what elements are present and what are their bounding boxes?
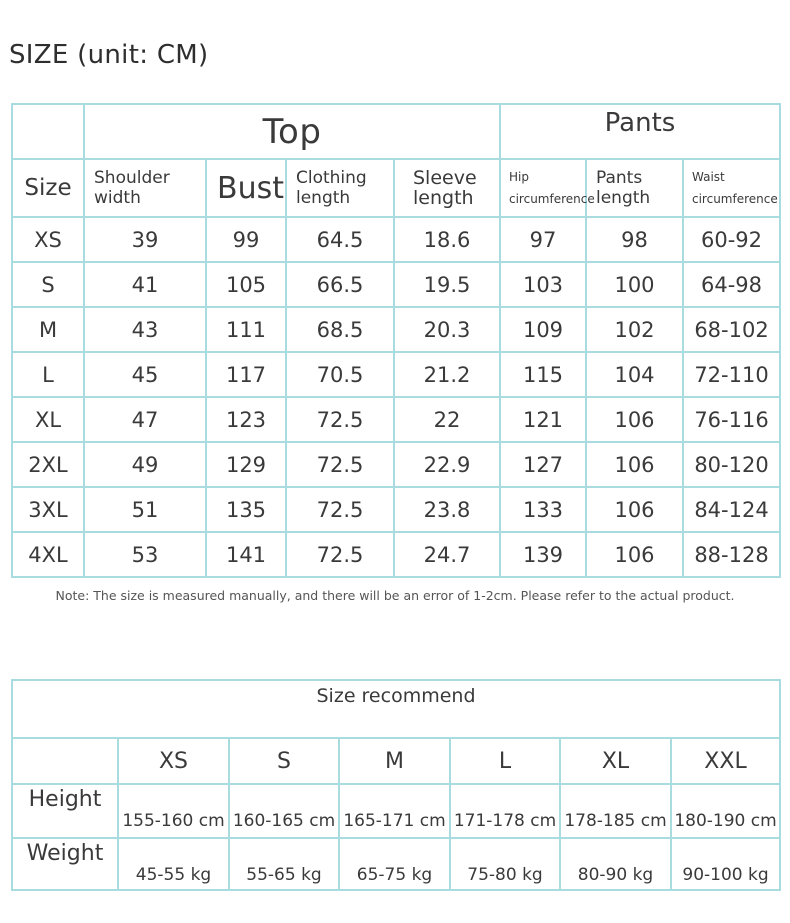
recommend-weight-row bbox=[12, 838, 780, 890]
cell-size: XL bbox=[12, 397, 84, 442]
cell-sleeve-length: 22.9 bbox=[394, 442, 500, 487]
cell-shoulder-width: 39 bbox=[84, 217, 206, 262]
cell-size: L bbox=[12, 352, 84, 397]
cell-waist-circumference: 64-98 bbox=[683, 262, 780, 307]
size-recommend-table bbox=[11, 679, 781, 891]
cell-bust: 135 bbox=[206, 487, 286, 532]
cell-waist-circumference: 72-110 bbox=[683, 352, 780, 397]
cell-sleeve-length: 20.3 bbox=[394, 307, 500, 352]
cell-bust: 105 bbox=[206, 262, 286, 307]
cell-clothing-length: 64.5 bbox=[286, 217, 394, 262]
cell-pants-length: 106 bbox=[586, 487, 683, 532]
cell-size: 4XL bbox=[12, 532, 84, 577]
cell-pants-length: 106 bbox=[586, 442, 683, 487]
cell-bust: 141 bbox=[206, 532, 286, 577]
cell-clothing-length: 72.5 bbox=[286, 442, 394, 487]
header-line: Shoulder bbox=[94, 168, 170, 188]
cell-sleeve-length: 23.8 bbox=[394, 487, 500, 532]
table-row bbox=[12, 442, 780, 487]
col-header-size: Size bbox=[12, 159, 84, 217]
recommend-size-header: M bbox=[339, 738, 450, 784]
header-line: circumference bbox=[509, 192, 595, 206]
cell-sleeve-length: 21.2 bbox=[394, 352, 500, 397]
cell-pants-length: 98 bbox=[586, 217, 683, 262]
header-line: Clothing bbox=[296, 168, 367, 188]
cell-waist-circumference: 80-120 bbox=[683, 442, 780, 487]
height-range-cell: 171-178 cm bbox=[450, 784, 560, 838]
cell-size: 2XL bbox=[12, 442, 84, 487]
cell-waist-circumference: 68-102 bbox=[683, 307, 780, 352]
table-row bbox=[12, 487, 780, 532]
col-header-waist-circumference bbox=[683, 159, 780, 217]
col-header-sleeve-length bbox=[394, 159, 500, 217]
page-title: SIZE (unit: CM) bbox=[9, 40, 209, 70]
cell-pants-length: 102 bbox=[586, 307, 683, 352]
height-range-cell: 165-171 cm bbox=[339, 784, 450, 838]
height-range-cell: 160-165 cm bbox=[229, 784, 339, 838]
cell-shoulder-width: 41 bbox=[84, 262, 206, 307]
cell-shoulder-width: 49 bbox=[84, 442, 206, 487]
height-label: Height bbox=[12, 784, 118, 838]
header-line: Sleeve bbox=[413, 167, 477, 189]
recommend-size-header-row bbox=[12, 738, 780, 784]
weight-range-cell: 80-90 kg bbox=[560, 838, 671, 890]
header-line: Pants bbox=[596, 168, 643, 188]
cell-pants-length: 106 bbox=[586, 397, 683, 442]
size-chart-body bbox=[12, 217, 780, 577]
recommend-title: Size recommend bbox=[12, 680, 780, 738]
cell-clothing-length: 70.5 bbox=[286, 352, 394, 397]
cell-clothing-length: 68.5 bbox=[286, 307, 394, 352]
cell-clothing-length: 72.5 bbox=[286, 397, 394, 442]
cell-pants-length: 106 bbox=[586, 532, 683, 577]
cell-shoulder-width: 45 bbox=[84, 352, 206, 397]
cell-size: S bbox=[12, 262, 84, 307]
header-line: circumference bbox=[692, 192, 778, 206]
cell-shoulder-width: 47 bbox=[84, 397, 206, 442]
cell-hip-circumference: 103 bbox=[500, 262, 586, 307]
cell-waist-circumference: 88-128 bbox=[683, 532, 780, 577]
recommend-height-row bbox=[12, 784, 780, 838]
cell-waist-circumference: 60-92 bbox=[683, 217, 780, 262]
cell-hip-circumference: 133 bbox=[500, 487, 586, 532]
weight-range-cell: 55-65 kg bbox=[229, 838, 339, 890]
cell-shoulder-width: 53 bbox=[84, 532, 206, 577]
corner-cell bbox=[12, 104, 84, 159]
cell-size: XS bbox=[12, 217, 84, 262]
cell-hip-circumference: 115 bbox=[500, 352, 586, 397]
group-header-top: Top bbox=[84, 104, 500, 159]
col-header-bust: Bust bbox=[206, 159, 286, 217]
cell-shoulder-width: 51 bbox=[84, 487, 206, 532]
header-line: length bbox=[413, 187, 474, 209]
cell-clothing-length: 72.5 bbox=[286, 487, 394, 532]
col-header-shoulder-width bbox=[84, 159, 206, 217]
cell-bust: 123 bbox=[206, 397, 286, 442]
col-header-clothing-length bbox=[286, 159, 394, 217]
measurement-note: Note: The size is measured manually, and there will be an error of 1-2cm. Please refer to the actual product. bbox=[55, 588, 735, 603]
cell-hip-circumference: 109 bbox=[500, 307, 586, 352]
weight-range-cell: 65-75 kg bbox=[339, 838, 450, 890]
recommend-corner-cell bbox=[12, 738, 118, 784]
table-row bbox=[12, 307, 780, 352]
cell-bust: 99 bbox=[206, 217, 286, 262]
cell-pants-length: 104 bbox=[586, 352, 683, 397]
cell-bust: 129 bbox=[206, 442, 286, 487]
cell-hip-circumference: 97 bbox=[500, 217, 586, 262]
cell-size: M bbox=[12, 307, 84, 352]
weight-range-cell: 90-100 kg bbox=[671, 838, 780, 890]
cell-waist-circumference: 76-116 bbox=[683, 397, 780, 442]
cell-hip-circumference: 121 bbox=[500, 397, 586, 442]
header-line: width bbox=[94, 188, 141, 208]
cell-hip-circumference: 139 bbox=[500, 532, 586, 577]
size-chart-table bbox=[11, 103, 781, 578]
header-line: length bbox=[596, 188, 651, 208]
cell-bust: 111 bbox=[206, 307, 286, 352]
cell-sleeve-length: 18.6 bbox=[394, 217, 500, 262]
height-range-cell: 155-160 cm bbox=[118, 784, 229, 838]
recommend-size-header: XS bbox=[118, 738, 229, 784]
recommend-size-header: L bbox=[450, 738, 560, 784]
header-line: Waist bbox=[692, 170, 725, 184]
cell-sleeve-length: 22 bbox=[394, 397, 500, 442]
cell-clothing-length: 66.5 bbox=[286, 262, 394, 307]
group-header-pants: Pants bbox=[500, 104, 780, 159]
table-row bbox=[12, 262, 780, 307]
col-header-hip-circumference bbox=[500, 159, 595, 217]
table-row bbox=[12, 532, 780, 577]
cell-pants-length: 100 bbox=[586, 262, 683, 307]
cell-shoulder-width: 43 bbox=[84, 307, 206, 352]
recommend-size-header: XXL bbox=[671, 738, 780, 784]
cell-clothing-length: 72.5 bbox=[286, 532, 394, 577]
cell-size: 3XL bbox=[12, 487, 84, 532]
cell-hip-circumference: 127 bbox=[500, 442, 586, 487]
weight-label: Weight bbox=[12, 838, 118, 890]
recommend-size-header: S bbox=[229, 738, 339, 784]
cell-bust: 117 bbox=[206, 352, 286, 397]
weight-range-cell: 45-55 kg bbox=[118, 838, 229, 890]
height-range-cell: 180-190 cm bbox=[671, 784, 780, 838]
header-line: length bbox=[296, 188, 351, 208]
cell-waist-circumference: 84-124 bbox=[683, 487, 780, 532]
header-line: Hip bbox=[509, 170, 529, 184]
cell-sleeve-length: 24.7 bbox=[394, 532, 500, 577]
table-row bbox=[12, 217, 780, 262]
table-row bbox=[12, 397, 780, 442]
weight-range-cell: 75-80 kg bbox=[450, 838, 560, 890]
recommend-size-header: XL bbox=[560, 738, 671, 784]
col-header-pants-length bbox=[586, 159, 683, 217]
table-row bbox=[12, 352, 780, 397]
height-range-cell: 178-185 cm bbox=[560, 784, 671, 838]
cell-sleeve-length: 19.5 bbox=[394, 262, 500, 307]
